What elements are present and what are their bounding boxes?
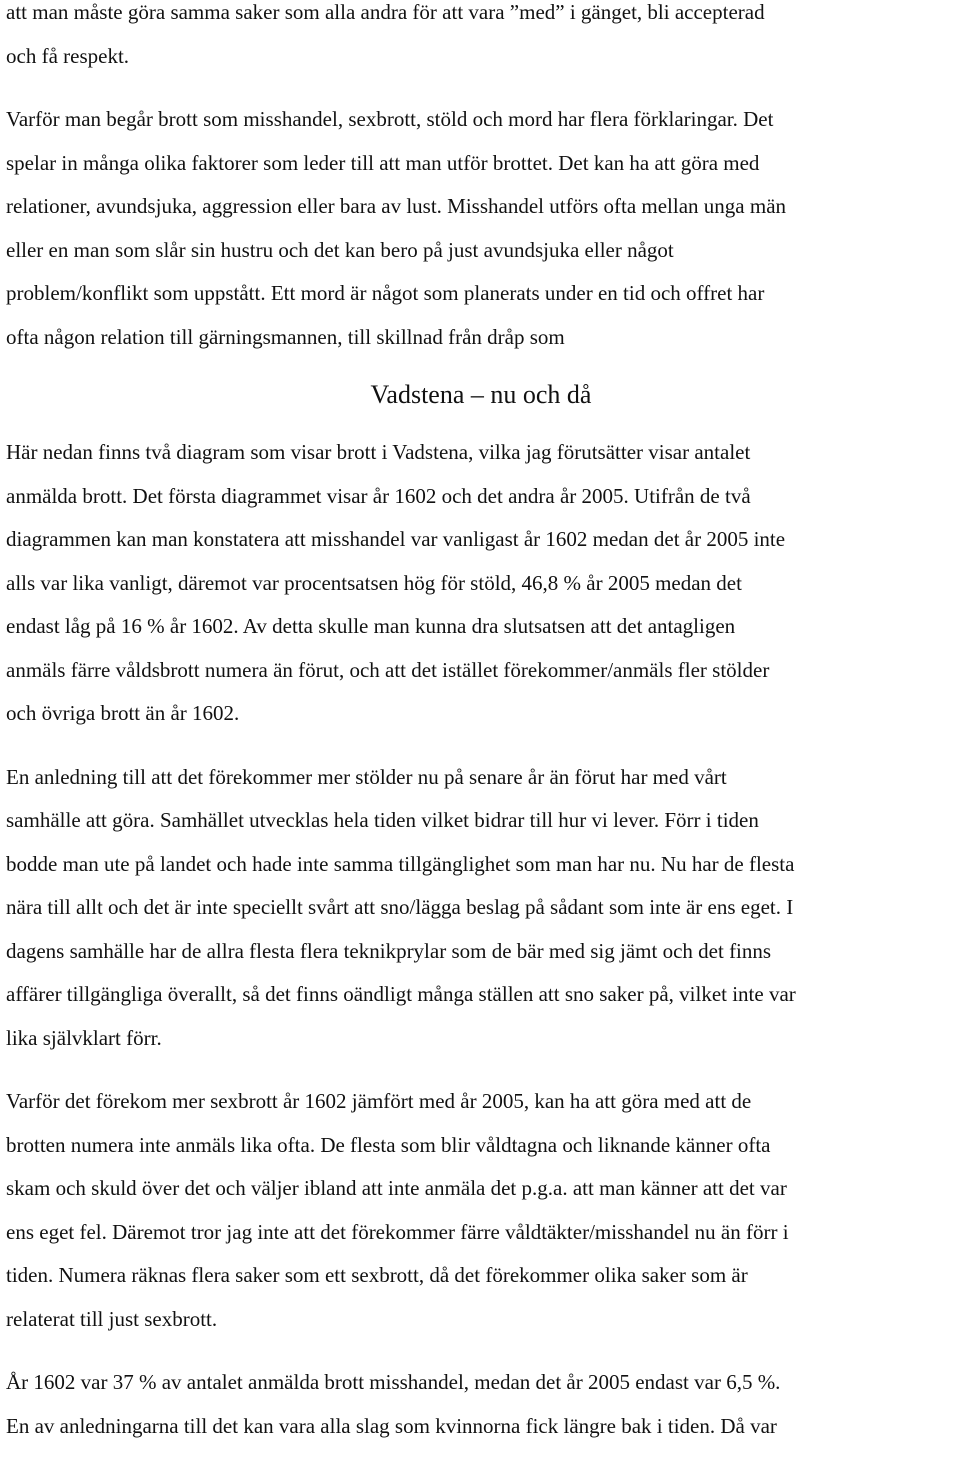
text-line: nära till allt och det är inte speciellt svårt att sno/lägga beslag på sådant som inte är ens eget. I	[6, 895, 794, 919]
text-line: relaterat till just sexbrott.	[6, 1306, 218, 1331]
paragraph-3	[6, 431, 956, 736]
text-line: dagens samhälle har de allra flesta flera teknikprylar som de bär med sig jämt och det finns	[6, 938, 772, 963]
paragraph-gap	[6, 78, 956, 98]
paragraph-gap	[6, 1341, 956, 1361]
text-line: alls var lika vanligt, däremot var procentsatsen hög för stöld, 46,8 % år 2005 medan det	[6, 570, 742, 595]
text-line: samhälle att göra. Samhället utvecklas hela tiden vilket bidrar till hur vi lever. Förr i tiden	[6, 808, 759, 832]
paragraph-1	[6, 0, 956, 78]
paragraph-gap	[6, 736, 956, 756]
text-line: bodde man ute på landet och hade inte samma tillgänglighet som man har nu. Nu har de flesta	[6, 851, 795, 876]
paragraph-6	[6, 1361, 956, 1448]
text-line: skam och skuld över det och väljer ibland att inte anmäla det p.g.a. att man känner att det var	[6, 1176, 787, 1200]
text-line: endast låg på 16 % år 1602. Av detta skulle man kunna dra slutsatsen att det antagligen	[6, 614, 736, 638]
text-line: En anledning till att det förekommer mer stölder nu på senare år än förut har med vårt	[6, 764, 727, 789]
text-line: År 1602 var 37 % av antalet anmälda brott misshandel, medan det år 2005 endast var 6,5 %.	[6, 1370, 781, 1394]
paragraph-5	[6, 1080, 956, 1341]
paragraph-4	[6, 756, 956, 1061]
text-line: relationer, avundsjuka, aggression eller bara av lust. Misshandel utförs ofta mellan unga män	[6, 194, 787, 218]
text-line: och få respekt.	[6, 43, 130, 68]
text-line: Varför det förekom mer sexbrott år 1602 jämfört med år 2005, kan ha att göra med att de	[6, 1089, 752, 1113]
text-line: spelar in många olika faktorer som leder till att man utför brottet. Det kan ha att göra med	[6, 150, 760, 175]
text-line: affärer tillgängliga överallt, så det finns oändligt många ställen att sno saker på, vilket inte var	[6, 982, 796, 1006]
text-line: anmälda brott. Det första diagrammet visar år 1602 och det andra år 2005. Utifrån de två	[6, 483, 751, 508]
text-line: En av anledningarna till det kan vara alla slag som kvinnorna fick längre bak i tiden. Då var	[6, 1413, 777, 1438]
text-line: tiden. Numera räknas flera saker som ett sexbrott, då det förekommer olika saker som är	[6, 1263, 748, 1287]
paragraph-gap	[6, 1060, 956, 1080]
text-line: Här nedan finns två diagram som visar brott i Vadstena, vilka jag förutsätter visar antalet	[6, 440, 751, 464]
text-line: eller en man som slår sin hustru och det kan bero på just avundsjuka eller något	[6, 237, 674, 262]
text-line: diagrammen kan man konstatera att misshandel var vanligast år 1602 medan det år 2005 inte	[6, 527, 786, 551]
text-line: brotten numera inte anmäls lika ofta. De flesta som blir våldtagna och liknande känner ofta	[6, 1132, 771, 1157]
text-line: problem/konflikt som uppstått. Ett mord är något som planerats under en tid och offret har	[6, 281, 765, 305]
paragraph-2	[6, 98, 956, 359]
text-line: ens eget fel. Däremot tror jag inte att det förekommer färre våldtäkter/misshandel nu än förr i	[6, 1219, 789, 1244]
section-heading: Vadstena – nu och då	[370, 380, 592, 409]
text-line: att man måste göra samma saker som alla andra för att vara ”med” i gänget, bli accepterad	[6, 0, 765, 24]
text-line: lika självklart förr.	[6, 1025, 162, 1050]
text-line: anmäls färre våldsbrott numera än förut, och att det istället förekommer/anmäls fler stölder	[6, 657, 770, 682]
text-line: och övriga brott än år 1602.	[6, 701, 240, 725]
text-line: ofta någon relation till gärningsmannen, till skillnad från dråp som	[6, 324, 565, 349]
text-line: Varför man begår brott som misshandel, sexbrott, stöld och mord har flera förklaringar. Det	[6, 107, 774, 131]
